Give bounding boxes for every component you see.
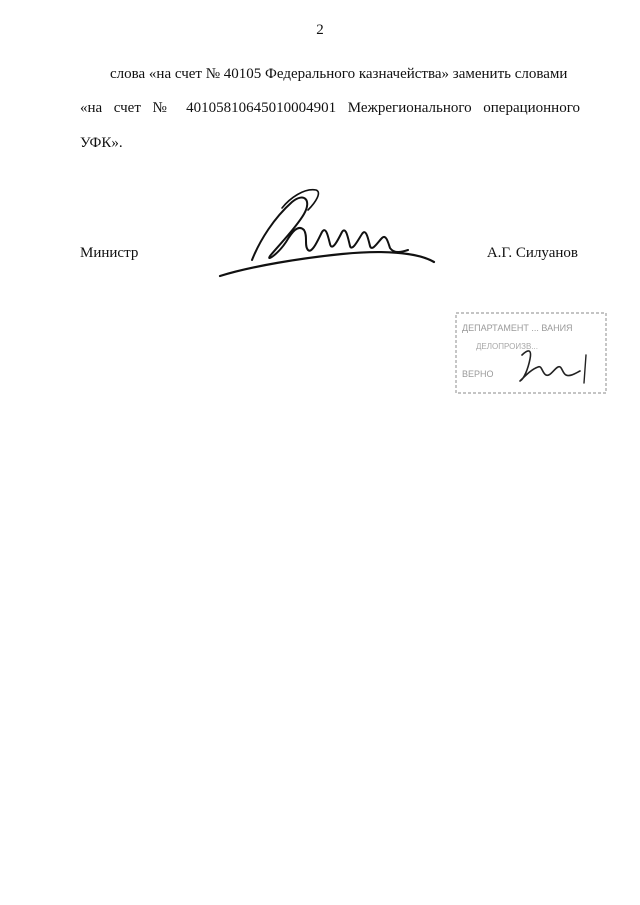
signatory-title: Министр <box>80 245 139 261</box>
page-number: 2 <box>316 22 324 38</box>
signatory-name: А.Г. Силуанов <box>486 245 578 261</box>
body-line-2: «на счет № 40105810645010004901 Межрегионального операционного <box>80 100 580 116</box>
svg-text:ВЕРНО: ВЕРНО <box>462 369 494 379</box>
svg-text:ДЕПАРТАМЕНТ ... ВАНИЯ: ДЕПАРТАМЕНТ ... ВАНИЯ <box>462 323 573 333</box>
official-stamp <box>450 305 610 400</box>
body-line-3: УФК». <box>80 135 123 151</box>
handwritten-signature <box>212 180 442 290</box>
body-line-1: слова «на счет № 40105 Федерального казначейства» заменить словами <box>110 66 568 82</box>
svg-text:ДЕЛОПРОИЗВ...: ДЕЛОПРОИЗВ... <box>476 342 538 351</box>
